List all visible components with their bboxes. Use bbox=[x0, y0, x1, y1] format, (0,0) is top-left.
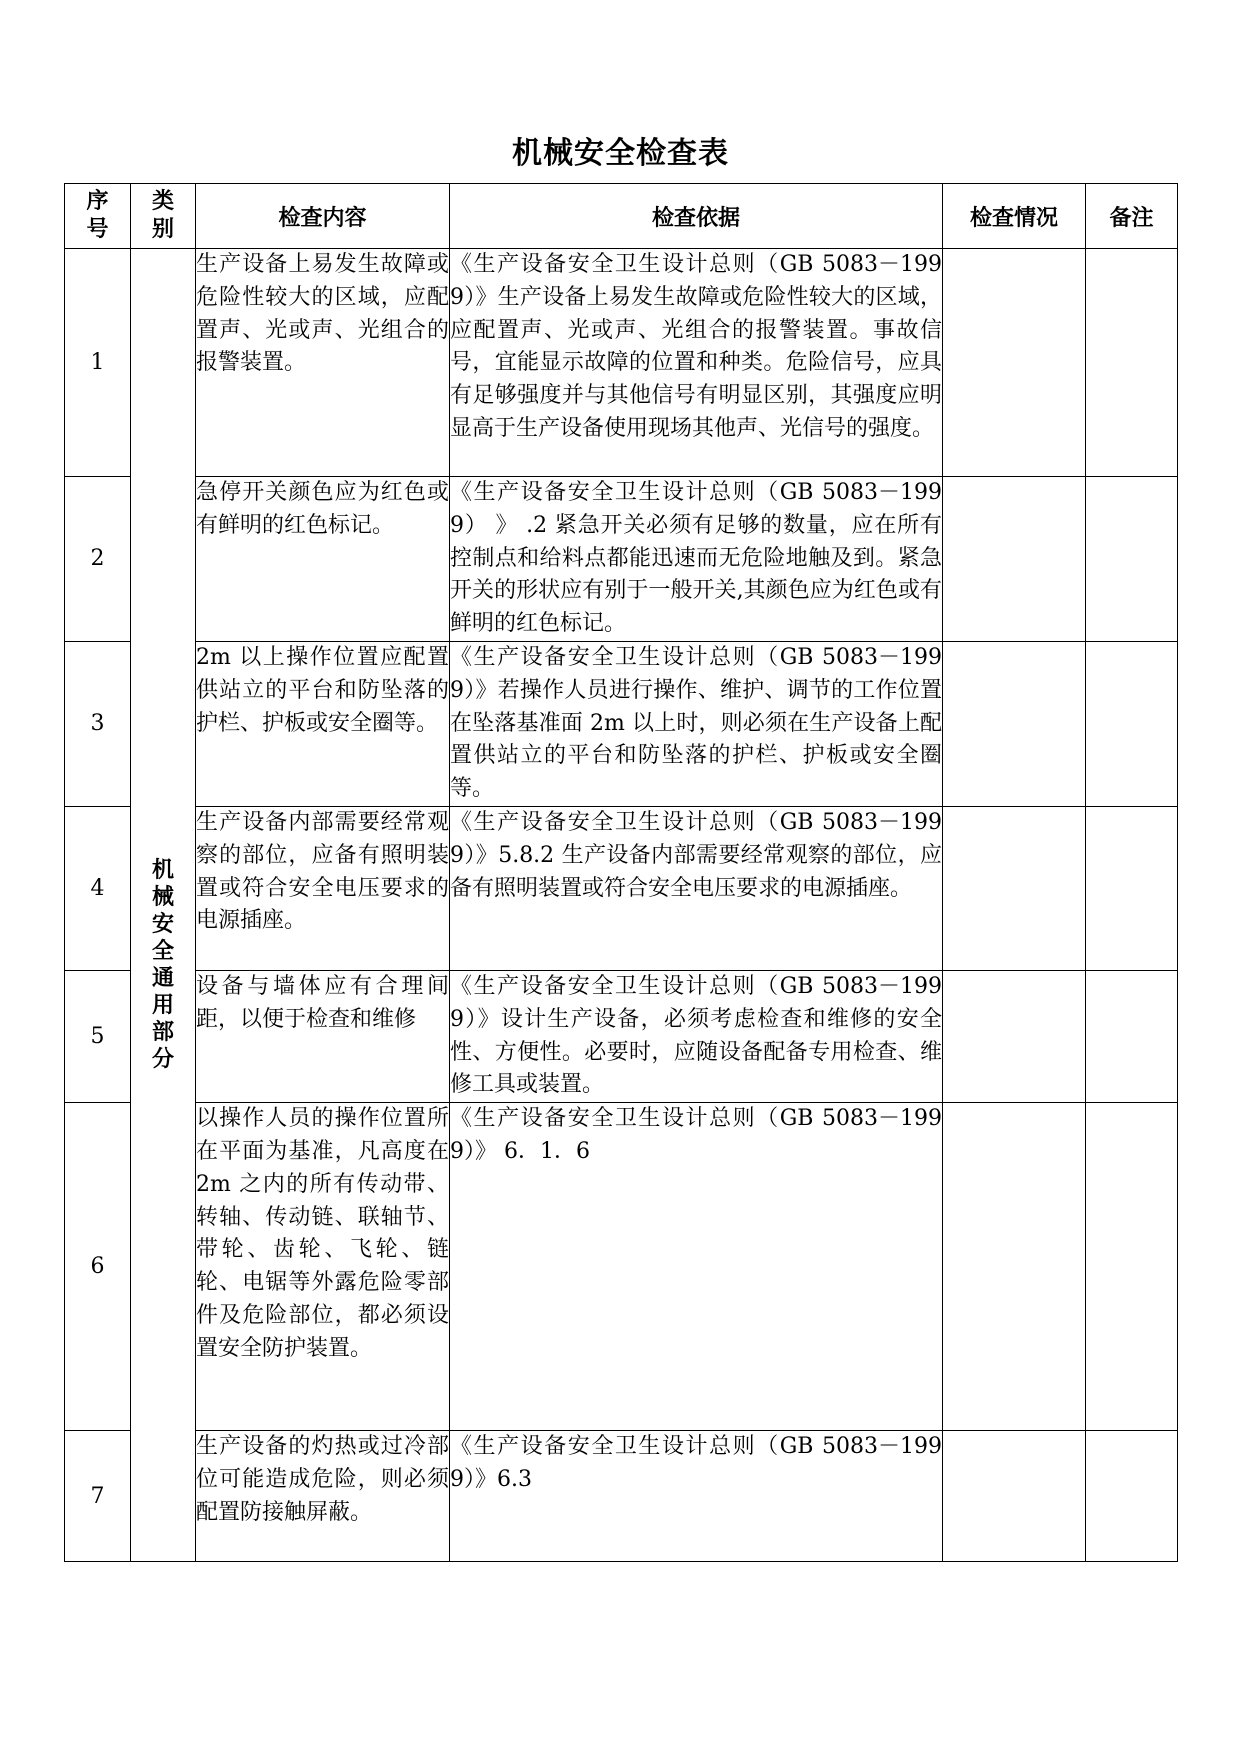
row-seq: 1 bbox=[65, 249, 131, 477]
row-basis: 《生产设备安全卫生设计总则（GB 5083－1999）》5.8.2 生产设备内部需要经常观察的部位，应备有照明装置或符合安全电压要求的电源插座。 bbox=[450, 806, 943, 970]
row-remarks bbox=[1086, 1431, 1178, 1562]
row-content: 设备与墙体应有合理间距，以便于检查和维修 bbox=[196, 970, 450, 1102]
header-seq-label-char: 号 bbox=[86, 217, 109, 242]
row-seq: 6 bbox=[65, 1103, 131, 1431]
header-seq-label-char: 序 bbox=[86, 189, 109, 214]
header-category-label-char: 类 bbox=[151, 189, 174, 214]
header-category bbox=[131, 184, 196, 249]
row-basis: 《生产设备安全卫生设计总则（GB 5083－1999）》生产设备上易发生故障或危险性较大的区域，应配置声、光或声、光组合的报警装置。事故信号，宜能显示故障的位置和种类。危险信号，应具有足够强度并与其他信号有明显区别，其强度应明显高于生产设备使用现场其他声、光信号的强度。 bbox=[450, 249, 943, 477]
table-row bbox=[65, 806, 1178, 970]
row-content: 生产设备内部需要经常观察的部位，应备有照明装置或符合安全电压要求的电源插座。 bbox=[196, 806, 450, 970]
row-seq: 2 bbox=[65, 477, 131, 642]
row-seq: 3 bbox=[65, 641, 131, 806]
row-content: 生产设备上易发生故障或危险性较大的区域，应配置声、光或声、光组合的报警装置。 bbox=[196, 249, 450, 477]
row-status bbox=[943, 1103, 1086, 1431]
row-status bbox=[943, 641, 1086, 806]
table-row bbox=[65, 641, 1178, 806]
row-remarks bbox=[1086, 970, 1178, 1102]
row-basis: 《生产设备安全卫生设计总则（GB 5083－1999） 》 .2 紧急开关必须有足够的数量，应在所有控制点和给料点都能迅速而无危险地触及到。紧急开关的形状应有别于一般开关,其颜色应为红色或有鲜明的红色标记。 bbox=[450, 477, 943, 642]
row-seq: 4 bbox=[65, 806, 131, 970]
header-remarks: 备注 bbox=[1086, 184, 1178, 249]
category-label: 机械安全通用部分 bbox=[151, 858, 174, 1073]
row-basis: 《生产设备安全卫生设计总则（GB 5083－1999）》若操作人员进行操作、维护、调节的工作位置在坠落基准面 2m 以上时，则必须在生产设备上配置供站立的平台和防坠落的护栏、护板或安全圈等。 bbox=[450, 641, 943, 806]
header-category-label-char: 别 bbox=[151, 217, 174, 242]
row-basis: 《生产设备安全卫生设计总则（GB 5083－1999）》设计生产设备，必须考虑检查和维修的安全性、方便性。必要时，应随设备配备专用检查、维修工具或装置。 bbox=[450, 970, 943, 1102]
row-remarks bbox=[1086, 249, 1178, 477]
row-content: 以操作人员的操作位置所在平面为基准，凡高度在 2m 之内的所有传动带、转轴、传动链、联轴节、带轮、齿轮、飞轮、链轮、电锯等外露危险零部件及危险部位，都必须设置安全防护装置。 bbox=[196, 1103, 450, 1431]
row-status bbox=[943, 970, 1086, 1102]
table-row bbox=[65, 1431, 1178, 1562]
table-row bbox=[65, 970, 1178, 1102]
row-basis: 《生产设备安全卫生设计总则（GB 5083－1999）》6.3 bbox=[450, 1431, 943, 1562]
row-content: 急停开关颜色应为红色或有鲜明的红色标记。 bbox=[196, 477, 450, 642]
category-cell bbox=[131, 249, 196, 1562]
page-title: 机械安全检查表 bbox=[512, 136, 729, 171]
table-row bbox=[65, 477, 1178, 642]
row-status bbox=[943, 477, 1086, 642]
row-remarks bbox=[1086, 477, 1178, 642]
row-status bbox=[943, 806, 1086, 970]
header-seq bbox=[65, 184, 131, 249]
row-seq: 7 bbox=[65, 1431, 131, 1562]
row-content: 生产设备的灼热或过冷部位可能造成危险，则必须配置防接触屏蔽。 bbox=[196, 1431, 450, 1562]
header-category-label bbox=[131, 188, 195, 244]
row-basis: 《生产设备安全卫生设计总则（GB 5083－1999）》 6．1．6 bbox=[450, 1103, 943, 1431]
table-row bbox=[65, 1103, 1178, 1431]
header-content: 检查内容 bbox=[196, 184, 450, 249]
row-seq: 5 bbox=[65, 970, 131, 1102]
checklist-table bbox=[64, 183, 1178, 1562]
row-status bbox=[943, 249, 1086, 477]
row-remarks bbox=[1086, 1103, 1178, 1431]
header-basis: 检查依据 bbox=[450, 184, 943, 249]
row-remarks bbox=[1086, 641, 1178, 806]
row-content: 2m 以上操作位置应配置供站立的平台和防坠落的护栏、护板或安全圈等。 bbox=[196, 641, 450, 806]
table-row bbox=[65, 249, 1178, 477]
header-row bbox=[65, 184, 1178, 249]
row-status bbox=[943, 1431, 1086, 1562]
header-status: 检查情况 bbox=[943, 184, 1086, 249]
header-seq-label bbox=[65, 188, 130, 244]
row-remarks bbox=[1086, 806, 1178, 970]
